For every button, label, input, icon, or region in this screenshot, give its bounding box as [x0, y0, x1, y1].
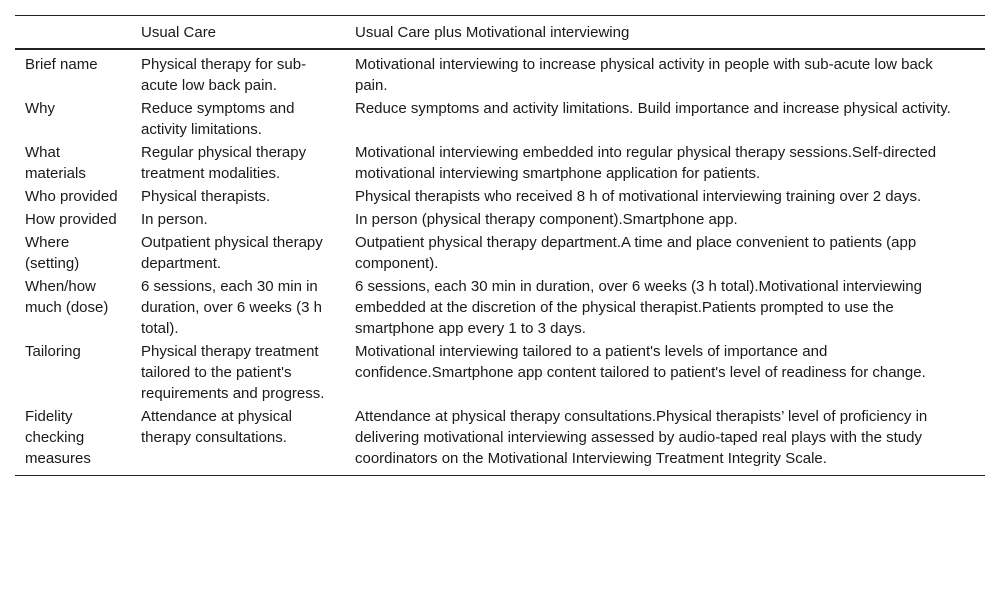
mi-cell: Motivational interviewing embedded into regular physical therapy sessions.Self-directed motivational interviewing smartphone application for patients.	[355, 144, 937, 182]
row-label: What materials	[25, 144, 86, 182]
mi-cell: Reduce symptoms and activity limitations. Build importance and increase physical activity.	[355, 100, 951, 117]
mi-cell: Physical therapists who received 8 h of motivational interviewing training over 2 days.	[355, 188, 922, 205]
header-blank-cell	[15, 16, 131, 50]
usual-care-cell: Physical therapists.	[141, 188, 271, 205]
usual-care-cell: Physical therapy for sub-acute low back pain.	[141, 56, 307, 94]
table-row	[15, 405, 985, 476]
mi-cell: Outpatient physical therapy department.A time and place convenient to patients (app component).	[355, 234, 917, 272]
mi-cell: In person (physical therapy component).Smartphone app.	[355, 211, 738, 228]
usual-care-cell: Regular physical therapy treatment modalities.	[141, 144, 307, 182]
row-label: When/how much (dose)	[25, 278, 109, 316]
usual-care-cell: Attendance at physical therapy consultations.	[141, 408, 292, 446]
usual-care-cell: Outpatient physical therapy department.	[141, 234, 323, 272]
table-row	[15, 340, 985, 405]
mi-cell: Attendance at physical therapy consultations.Physical therapists’ level of proficiency in delivering motivational interviewing assessed by audio-taped real plays with the study coordinators on the Motivational Interviewing Treatment Integrity Scale.	[355, 408, 928, 467]
header-usual-care: Usual Care	[141, 24, 217, 41]
row-label: Why	[25, 100, 55, 117]
usual-care-cell: Reduce symptoms and activity limitations.	[141, 100, 295, 138]
table-row	[15, 97, 985, 141]
mi-cell: Motivational interviewing to increase physical activity in people with sub-acute low back pain.	[355, 56, 933, 94]
usual-care-cell: In person.	[141, 211, 208, 228]
intervention-comparison-table	[15, 15, 985, 476]
intervention-table-container	[15, 15, 985, 476]
table-header	[15, 16, 985, 50]
header-row	[15, 16, 985, 50]
mi-cell: Motivational interviewing tailored to a patient's levels of importance and confidence.Smartphone app content tailored to patient's level of readiness for change.	[355, 343, 926, 381]
table-row	[15, 275, 985, 340]
table-body	[15, 49, 985, 476]
row-label: Where (setting)	[25, 234, 80, 272]
row-label: Tailoring	[25, 343, 81, 360]
row-label: Fidelity checking measures	[25, 408, 91, 467]
row-label: Who provided	[25, 188, 118, 205]
table-row	[15, 231, 985, 275]
table-row	[15, 185, 985, 208]
header-usual-care-plus-mi: Usual Care plus Motivational interviewing	[355, 24, 630, 41]
mi-cell: 6 sessions, each 30 min in duration, over 6 weeks (3 h total).Motivational interviewing embedded at the discretion of the physical therapist.Patients prompted to use the smartphone app every 1 to 3 days.	[355, 278, 922, 337]
row-label: How provided	[25, 211, 117, 228]
usual-care-cell: Physical therapy treatment tailored to the patient's requirements and progress.	[141, 343, 325, 402]
table-row	[15, 208, 985, 231]
row-label: Brief name	[25, 56, 98, 73]
table-row	[15, 141, 985, 185]
usual-care-cell: 6 sessions, each 30 min in duration, over 6 weeks (3 h total).	[141, 278, 322, 337]
table-row	[15, 49, 985, 97]
